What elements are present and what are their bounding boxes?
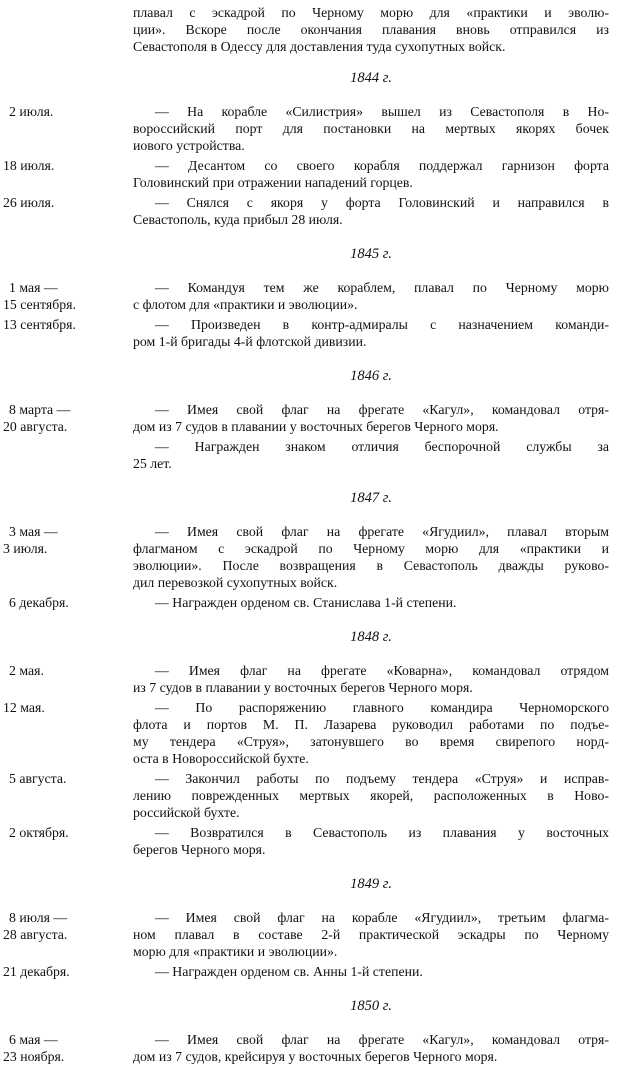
entry-date: 1 мая — bbox=[9, 280, 58, 295]
entry-text-line: лению поврежденных мертвых якорей, расположенных в Ново- bbox=[133, 788, 609, 803]
entry-text-line: ром 1-й бригады 4-й флотской дивизии. bbox=[133, 334, 367, 349]
entry-date: 2 октября. bbox=[9, 825, 69, 840]
entry-date: 20 августа. bbox=[3, 419, 68, 434]
entry-text-line: му тендера «Струя», затонувшего во время свирепого норд- bbox=[133, 734, 609, 749]
entry-text-line: флагманом с эскадрой по Черному морю для «практики и bbox=[133, 541, 609, 556]
entry-text-line: дил перевозкой сухопутных войск. bbox=[133, 575, 338, 590]
entry-text-line: — По распоряжению главного командира Черноморского bbox=[155, 700, 609, 715]
entry-text-line: эволюции». После возвращения в Севастополь дважды руково- bbox=[133, 558, 609, 573]
entry-text-line: — Командуя тем же кораблем, плавал по Черному морю bbox=[155, 280, 609, 295]
entry-text-line: — Произведен в контр-адмиралы с назначением команди- bbox=[155, 317, 609, 332]
entry-text-line: — Имея свой флаг на фрегате «Ягудиил», плавал вторым bbox=[155, 524, 609, 539]
entry-text-line: — Возвратился в Севастополь из плавания у восточных bbox=[155, 825, 609, 840]
entry-text-line: флота и портов М. П. Лазарева руководил работами по подъе- bbox=[133, 717, 609, 732]
entry-date: 28 августа. bbox=[3, 927, 68, 942]
entry-text-line: берегов Черного моря. bbox=[133, 842, 266, 857]
entry-text-line: — На корабле «Силистрия» вышел из Севастополя в Но- bbox=[155, 104, 609, 119]
year-heading: 1846 г. bbox=[350, 368, 392, 384]
entry-date: 6 мая — bbox=[9, 1032, 58, 1047]
entry-date: 18 июля. bbox=[3, 158, 55, 173]
entry-text-line: — Награжден орденом св. Анны 1-й степени. bbox=[155, 964, 423, 979]
entry-text-line: ном плавал в составе 2-й практической эскадры по Черному bbox=[133, 927, 609, 942]
entry-text-line: с флотом для «практики и эволюции». bbox=[133, 297, 358, 312]
entry-text-line: — Имея свой флаг на фрегате «Кагул», командовал отря- bbox=[155, 402, 609, 417]
entry-date: 15 сентября. bbox=[3, 297, 76, 312]
entry-date: 3 июля. bbox=[3, 541, 48, 556]
entry-text-line: дом из 7 судов, крейсируя у восточных берегов Черного моря. bbox=[133, 1049, 498, 1064]
entry-date: 26 июля. bbox=[3, 195, 55, 210]
entry-text-line: — Снялся с якоря у форта Головинский и направился в bbox=[155, 195, 609, 210]
entry-text-line: иового устройства. bbox=[133, 138, 245, 153]
entry-text-line: — Имея флаг на фрегате «Коварна», командовал отрядом bbox=[155, 663, 609, 678]
entry-date: 8 июля — bbox=[9, 910, 68, 925]
entry-text-line: — Закончил работы по подъему тендера «Струя» и исправ- bbox=[155, 771, 609, 786]
entry-text-line: морю для «практики и эволюции». bbox=[133, 944, 338, 959]
year-heading: 1844 г. bbox=[350, 70, 392, 86]
entry-text-line: — Награжден орденом св. Станислава 1-й степени. bbox=[155, 595, 457, 610]
entry-date: 8 марта — bbox=[9, 402, 71, 417]
entry-text-line: — Десантом со своего корабля поддержал гарнизон форта bbox=[155, 158, 609, 173]
entry-date: 21 декабря. bbox=[3, 964, 70, 979]
entry-text-line: вороссийский порт для постановки на мертвых якорях бочек bbox=[133, 121, 609, 136]
entry-date: 5 августа. bbox=[9, 771, 67, 786]
entry-date: 12 мая. bbox=[3, 700, 45, 715]
paragraph-line: ции». Вскоре после окончания плавания вновь отправился из bbox=[133, 22, 609, 37]
year-heading: 1849 г. bbox=[350, 876, 392, 892]
year-heading: 1845 г. bbox=[350, 246, 392, 262]
year-heading: 1850 г. bbox=[350, 998, 392, 1014]
year-heading: 1847 г. bbox=[350, 490, 392, 506]
paragraph-line: плавал с эскадрой по Черному морю для «практики и эволю- bbox=[133, 5, 609, 20]
entry-text-line: дом из 7 судов в плавании у восточных берегов Черного моря. bbox=[133, 419, 499, 434]
entry-date: 3 мая — bbox=[9, 524, 58, 539]
year-heading: 1848 г. bbox=[350, 629, 392, 645]
entry-text-line: российской бухте. bbox=[133, 805, 240, 820]
entry-text-line: 25 лет. bbox=[133, 456, 172, 471]
entry-date: 2 мая. bbox=[9, 663, 44, 678]
entry-text-line: оста в Новороссийской бухте. bbox=[133, 751, 309, 766]
entry-text-line: Севастополь, куда прибыл 28 июля. bbox=[133, 212, 343, 227]
entry-text-line: — Имея свой флаг на фрегате «Кагул», командовал отря- bbox=[155, 1032, 609, 1047]
entry-date: 13 сентября. bbox=[3, 317, 76, 332]
entry-text-line: Головинский при отражении нападений горцев. bbox=[133, 175, 413, 190]
entry-date: 6 декабря. bbox=[9, 595, 69, 610]
entry-date: 23 ноября. bbox=[3, 1049, 65, 1064]
entry-text-line: — Награжден знаком отличия беспорочной службы за bbox=[155, 439, 609, 454]
entry-text-line: — Имея свой флаг на корабле «Ягудиил», третьим флагма- bbox=[155, 910, 609, 925]
entry-text-line: из 7 судов в плавании у восточных берегов Черного моря. bbox=[133, 680, 473, 695]
entry-date: 2 июля. bbox=[9, 104, 54, 119]
paragraph-line: Севастополя в Одессу для доставления туда сухопутных войск. bbox=[133, 39, 506, 54]
